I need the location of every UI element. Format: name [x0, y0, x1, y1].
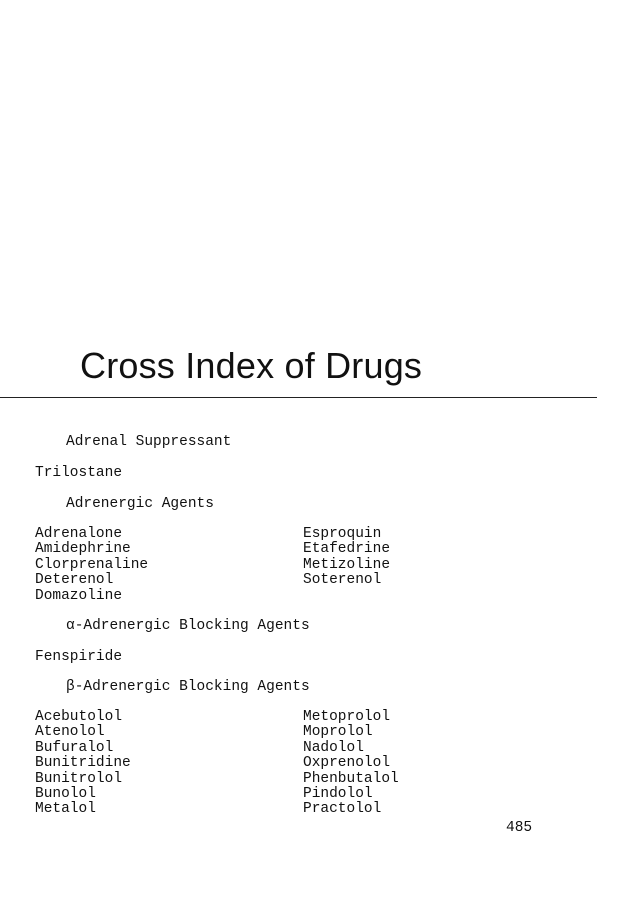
drug-list-adrenergic-agents-right	[303, 527, 390, 589]
drug-entry: Amidephrine	[35, 541, 131, 558]
drug-entry: Fenspiride	[35, 649, 123, 665]
section-heading-alpha-adrenergic-blocking-agents: α-Adrenergic Blocking Agents	[66, 618, 310, 634]
drug-entry: Oxprenolol	[303, 755, 391, 772]
drug-entry: Deterenol	[35, 572, 114, 589]
drug-entry: Pindolol	[303, 785, 373, 802]
drug-entry: Phenbutalol	[303, 770, 399, 787]
drug-entry: Esproquin	[303, 526, 382, 542]
drug-entry: Domazoline	[35, 587, 123, 604]
title-rule	[0, 397, 597, 398]
drug-entry: Atenolol	[35, 724, 105, 741]
drug-entry: Trilostane	[35, 465, 123, 481]
drug-entry: Metizoline	[303, 556, 391, 573]
section-heading-adrenal-suppressant: Adrenal Suppressant	[66, 434, 232, 450]
drug-list-alpha-adrenergic-blocking-agents	[35, 650, 122, 665]
section-heading-adrenergic-agents: Adrenergic Agents	[66, 496, 214, 512]
drug-entry: Metoprolol	[303, 709, 391, 725]
drug-entry: Etafedrine	[303, 541, 391, 558]
drug-entry: Nadolol	[303, 739, 364, 756]
drug-list-beta-adrenergic-blocking-agents-right	[303, 710, 399, 818]
drug-entry: Bunolol	[35, 785, 96, 802]
drug-entry: Acebutolol	[35, 709, 123, 725]
drug-list-adrenergic-agents-left	[35, 527, 148, 604]
drug-entry: Metalol	[35, 801, 96, 818]
drug-entry: Bunitrolol	[35, 770, 123, 787]
drug-entry: Practolol	[303, 801, 382, 818]
drug-entry: Clorprenaline	[35, 556, 149, 573]
drug-entry: Moprolol	[303, 724, 373, 741]
page-number: 485	[506, 820, 533, 836]
section-heading-beta-adrenergic-blocking-agents: β-Adrenergic Blocking Agents	[66, 679, 310, 695]
drug-entry: Soterenol	[303, 572, 382, 589]
drug-list-adrenal-suppressant	[35, 466, 122, 481]
drug-entry: Bufuralol	[35, 739, 114, 756]
page-title: Cross Index of Drugs	[80, 345, 423, 386]
drug-entry: Adrenalone	[35, 526, 123, 542]
drug-entry: Bunitridine	[35, 755, 131, 772]
drug-list-beta-adrenergic-blocking-agents-left	[35, 710, 131, 818]
